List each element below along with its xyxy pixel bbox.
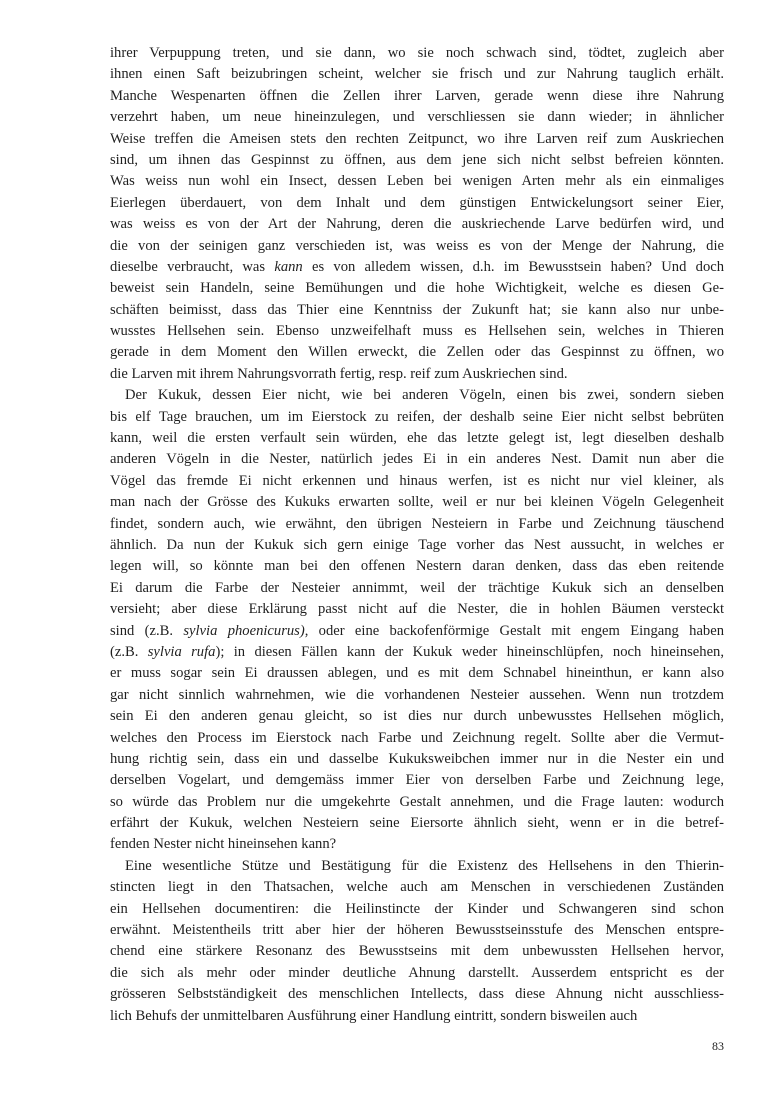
text-line [110,214,724,235]
text-line [110,706,724,727]
text-segment: Eierlegen überdauert, von dem Inhalt und dem günstigen Entwickelungsort seiner Eier, [110,194,724,211]
italic-text-segment: kann [274,258,303,275]
text-segment: Eine wesentliche Stütze und Bestätigung für die Existenz des Hellsehens in den Thierin- [125,857,724,874]
text-segment: lich Behufs der unmittelbaren Ausführung einer Handlung eintritt, sondern bisweilen auch [110,1007,638,1024]
text-segment: ); in diesen Fällen kann der Kukuk weder hineinschlüpfen, noch hineinsehen, [215,643,724,660]
text-segment: ähnlich. Da nun der Kukuk sich gern einige Tage vorher das Nest aussucht, in welches er [110,536,724,553]
text-block [110,43,724,1027]
text-line [110,856,724,877]
text-segment: was weiss es von der Art der Nahrung, deren die auskriechende Larve bedürfen wird, und [110,216,724,233]
text-segment: anderen Vögeln in die Nester, natürlich jedes Ei in ein anderes Nest. Damit nun aber die [110,451,724,468]
text-line [110,599,724,620]
text-line [110,941,724,962]
text-segment: chend eine stärkere Resonanz des Bewusstseins mit dem unbewussten Hellsehen hervor, [110,943,724,960]
text-segment: erwähnt. Meistentheils tritt aber hier der höheren Bewusstseinsstufe des Menschen entspre- [110,922,724,939]
text-segment: wusstes Hellsehen sein. Ebenso unzweifelhaft muss es Hellsehen sein, welches in Thieren [110,323,724,340]
text-line [110,385,724,406]
text-segment: gar nicht sinnlich wahrnehmen, wie die vorhandenen Nesteier aussehen. Wenn nun trotzdem [110,686,724,703]
text-line [110,984,724,1005]
text-segment: schäften beimisst, dass das Thier eine Kenntniss der Zukunft hat; sie kann also nur unbe- [110,301,724,318]
text-line [110,171,724,192]
text-line [110,899,724,920]
text-line [110,342,724,363]
italic-text-segment: sylvia phoenicurus) [183,622,305,639]
text-line [110,578,724,599]
text-segment: Vögel das fremde Ei nicht erkennen und hinaus werfen, ist es nicht nur viel kleiner, als [110,472,724,489]
text-line [110,150,724,171]
text-line [110,129,724,150]
text-segment: Was weiss nun wohl ein Insect, dessen Leben bei wenigen Arten mehr als ein einmaliges [110,173,724,190]
text-segment: hung richtig sein, dass ein und dasselbe Kukuksweibchen immer nur in die Nester ein und [110,750,724,767]
text-line [110,663,724,684]
text-segment: stincten liegt in den Thatsachen, welche auch am Menschen in verschiedenen Zuständen [110,879,724,896]
text-line [110,792,724,813]
text-segment: bis elf Tage brauchen, um im Eierstock zu reifen, der deshalb seine Eier nicht selbst bebrüten [110,408,724,425]
text-line [110,877,724,898]
text-line [110,278,724,299]
text-segment: sein Ei den anderen genau gleicht, so ist dies nur durch unbewusstes Hellsehen möglich, [110,708,724,725]
text-segment: derselben Vogelart, und demgemäss immer Eier von derselben Farbe und Zeichnung lege, [110,772,724,789]
text-line [110,257,724,278]
text-line [110,685,724,706]
text-segment: verzehrt haben, um neue hineinzulegen, und verschliessen sie dann wieder; in ähnlicher [110,109,724,126]
text-segment: so würde das Problem nur die umgekehrte Gestalt annehmen, und die Frage lauten: wodurch [110,793,724,810]
text-segment: Manche Wespenarten öffnen die Zellen ihrer Larven, gerade wenn diese ihre Nahrung [110,87,724,104]
text-line [110,449,724,470]
text-line [110,963,724,984]
text-line [110,535,724,556]
paragraph [110,43,724,385]
text-segment: sind (z.B. [110,622,184,639]
text-line [110,770,724,791]
text-segment: beweist sein Handeln, seine Bemühungen und die hohe Wichtigkeit, welche es diesen Ge- [110,280,724,297]
text-segment: sind, um ihnen das Gespinnst zu öffnen, aus dem jene sich nicht selbst befreien könnten. [110,151,724,168]
text-line [110,556,724,577]
text-segment: erfährt der Kukuk, welchen Nesteiern seine Eiersorte ähnlich sieht, wenn er in die betref- [110,815,724,832]
text-line [110,321,724,342]
text-line [110,428,724,449]
text-line [110,1006,724,1027]
text-segment: ihrer Verpuppung treten, und sie dann, wo sie noch schwach sind, tödtet, zugleich aber [110,45,724,61]
text-segment: ihnen einen Saft beizubringen scheint, welcher sie frisch und zur Nahrung tauglich erhält. [110,66,724,83]
text-line [110,407,724,428]
text-line [110,86,724,107]
text-segment: Weise treffen die Ameisen stets den rechten Zeitpunct, wo ihre Larven reif zum Auskriechen [110,130,724,147]
text-segment: Ei darum die Farbe der Nesteier annimmt, weil der trächtige Kukuk sich an denselben [110,579,724,596]
text-segment: die Larven mit ihrem Nahrungsvorrath fertig, resp. reif zum Auskriechen sind. [110,365,568,382]
text-line [110,813,724,834]
text-line [110,920,724,941]
text-segment: legen will, so könnte man bei den offenen Nestern daran denken, dass das eben reitende [110,558,724,575]
text-line [110,471,724,492]
paragraph [110,385,724,856]
text-segment: (z.B. [110,643,148,660]
text-segment: Der Kukuk, dessen Eier nicht, wie bei anderen Vögeln, einen bis zwei, sondern sieben [125,387,724,404]
text-line [110,43,724,64]
text-line [110,107,724,128]
text-line [110,64,724,85]
text-segment: fenden Nester nicht hineinsehen kann? [110,836,337,853]
text-segment: welches den Process im Eierstock nach Farbe und Zeichnung regelt. Sollte aber die Vermut- [110,729,724,746]
text-segment: , oder eine backofenförmige Gestalt mit engem Eingang haben [304,622,724,639]
text-segment: die sich als mehr oder minder deutliche Ahnung darstellt. Ausserdem entspricht es der [110,964,724,981]
paragraph [110,856,724,1027]
text-segment: kann, weil die ersten verfault sein würden, ehe das letzte gelegt ist, legt dieselben deshalb [110,430,724,447]
text-line [110,236,724,257]
text-line [110,621,724,642]
text-line [110,300,724,321]
text-segment: versieht; aber diese Erklärung passt nicht auf die Nester, die in hohlen Bäumen versteckt [110,601,724,618]
text-segment: ein Hellsehen documentiren: die Heilinstincte der Kinder und Schwangeren sind schon [110,900,724,917]
text-segment: gerade in dem Moment den Willen erweckt, die Zellen oder das Gespinnst zu öffnen, wo [110,344,724,361]
text-segment: dieselbe verbraucht, was [110,258,275,275]
text-segment: grösseren Selbstständigkeit des menschlichen Intellects, dass diese Ahnung nicht ausschliess- [110,986,724,1003]
text-line [110,492,724,513]
text-segment: er muss sogar sein Ei draussen ablegen, und es mit dem Schnabel hineinthun, er kann also [110,665,724,682]
text-line [110,728,724,749]
text-line [110,642,724,663]
text-segment: man nach der Grösse des Kukuks erwarten sollte, weil er nur bei kleinen Vögeln Gelegenheit [110,494,724,511]
text-line [110,364,724,385]
text-line [110,193,724,214]
text-segment: die von der seinigen ganz verschieden ist, was weiss es von der Menge der Nahrung, die [110,237,724,254]
text-segment: es von alledem wissen, d.h. im Bewusstsein haben? Und doch [302,258,724,275]
text-line [110,749,724,770]
page-number: 83 [712,1039,724,1053]
italic-text-segment: sylvia rufa [147,643,216,660]
text-line [110,834,724,855]
text-segment: findet, sondern auch, wie erwähnt, den übrigen Nesteiern in Farbe und Zeichnung täuschend [110,515,724,532]
text-line [110,514,724,535]
